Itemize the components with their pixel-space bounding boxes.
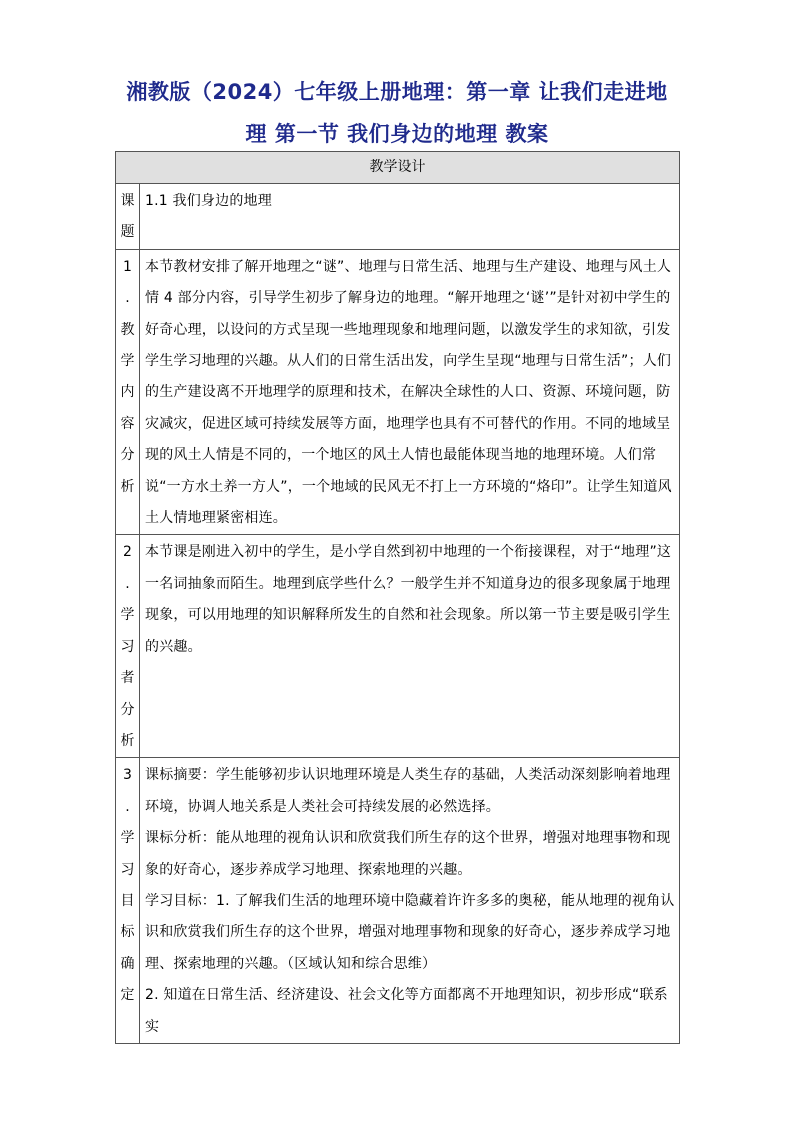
row-label-char: 定	[120, 987, 135, 1004]
row-label-char: .	[125, 798, 130, 815]
row-paragraph: 1.1 我们身边的地理	[145, 193, 272, 209]
row-label-char: 确	[120, 955, 135, 972]
row-label-char: 标	[120, 924, 135, 941]
lesson-design-table	[115, 151, 680, 1044]
row-paragraph: 学习目标：1. 了解我们生活的地理环境中隐藏着许许多多的奥秘，能从地理的视角认识和欣赏我们所生存的这个世界，增强对地理事物和现象的好奇心，逐步养成学习地理、探索地理的兴趣。（区域认知和综合思维）	[145, 892, 675, 972]
row-label-char: 学	[120, 353, 135, 370]
row-label-char: 习	[120, 638, 135, 655]
row-label-objectives	[116, 758, 140, 1044]
row-label-char: 3	[123, 767, 132, 784]
row-label-char: 题	[120, 224, 135, 241]
row-paragraph: 本节教材安排了解开地理之“谜”、地理与日常生活、地理与生产建设、地理与风土人情 4 部分内容，引导学生初步了解身边的地理。“解开地理之‘谜’”是针对初中学生的好奇心理，以设问的方式呈现一些地理现象和地理问题，以激发学生的求知欲，引发学生学习地理的兴趣。从人们的日常生活出发，向学生呈现“地理与日常生活”；人们的生产建设离不开地理学的原理和技术，在解决全球性的人口、资源、环境问题，防灾减灾，促进区域可持续发展等方面，地理学也具有不可替代的作用。不同的地域呈现的风土人情是不同的，一个地区的风土人情也最能体现当地的地理环境。人们常说“一方水土养一方人”，一个地域的民风无不打上一方环境的“烙印”。让学生知道风土人情地理紧密相连。	[145, 258, 672, 527]
row-label-char: 习	[120, 861, 135, 878]
row-label-char: 分	[120, 447, 135, 464]
row-paragraph: 本节课是刚进入初中的学生，是小学自然到初中地理的一个衔接课程，对于“地理”这一名词抽象而陌生。地理到底学些什么？一般学生并不知道身边的很多现象属于地理现象，可以用地理的知识解释所发生的自然和社会现象。所以第一节主要是吸引学生的兴趣。	[145, 544, 672, 655]
row-label-content-analysis	[116, 249, 140, 535]
row-label-char: .	[125, 290, 130, 307]
row-label-char: 析	[120, 732, 135, 749]
row-content-topic	[140, 184, 680, 250]
row-label-char: 内	[120, 384, 135, 401]
table-header: 教学设计	[116, 152, 680, 184]
document-title-line-1: 湘教版（2024）七年级上册地理：第一章 让我们走进地	[126, 80, 668, 104]
row-paragraph: 课标摘要：学生能够初步认识地理环境是人类生存的基础，人类活动深刻影响着地理环境，协调人地关系是人类社会可持续发展的必然选择。	[145, 767, 671, 815]
row-label-char: 学	[120, 607, 135, 624]
row-label-char: 课	[120, 193, 135, 209]
row-label-char: 析	[120, 478, 135, 495]
row-label-char: 目	[120, 892, 135, 909]
row-label-char: .	[125, 575, 130, 592]
row-label-char: 容	[120, 415, 135, 432]
row-label-char: 2	[123, 544, 132, 561]
row-paragraph: 课标分析：能从地理的视角认识和欣赏我们所生存的这个世界，增强对地理事物和现象的好奇心，逐步养成学习地理、探索地理的兴趣。	[145, 830, 671, 878]
row-label-char: 者	[120, 670, 135, 687]
row-content-objectives	[140, 758, 680, 1044]
row-label-topic	[116, 184, 140, 250]
row-label-char: 分	[120, 701, 135, 718]
row-label-char: 教	[120, 321, 135, 338]
row-paragraph: 2. 知道在日常生活、经济建设、社会文化等方面都离不开地理知识，初步形成“联系实	[145, 987, 668, 1035]
row-label-char: 1	[123, 258, 132, 275]
row-content-content-analysis	[140, 249, 680, 535]
row-label-char: 学	[120, 830, 135, 847]
row-content-learner-analysis	[140, 535, 680, 758]
row-label-learner-analysis	[116, 535, 140, 758]
document-title-line-2: 理 第一节 我们身边的地理 教案	[245, 122, 549, 146]
